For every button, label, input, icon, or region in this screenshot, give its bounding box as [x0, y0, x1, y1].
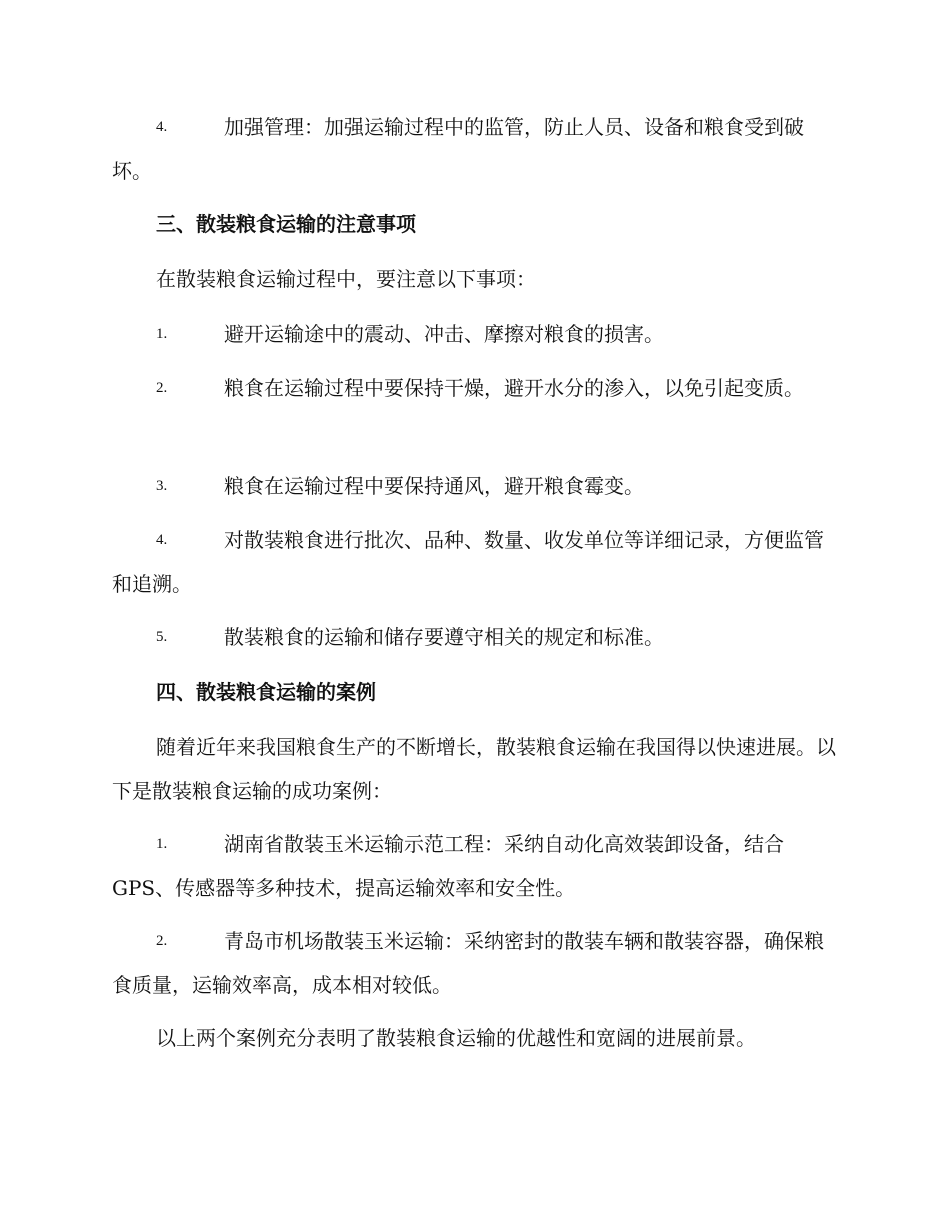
list-text: 青岛市机场散装玉米运输：采纳密封的散装车辆和散装容器，确保粮食质量，运输效率高，成本相对较低。 — [112, 929, 824, 997]
list-text: 加强管理：加强运输过程中的监管，防止人员、设备和粮食受到破坏。 — [112, 115, 804, 183]
section4-item-1 — [112, 822, 836, 910]
section3-item-2 — [112, 366, 836, 410]
section4-item-2 — [112, 919, 836, 1007]
list-text: 湖南省散装玉米运输示范工程：采纳自动化高效装卸设备，结合GPS、传感器等多种技术，提高运输效率和安全性。 — [112, 832, 784, 900]
list-text: 对散装粮食进行批次、品种、数量、收发单位等详细记录，方便监管和追溯。 — [112, 528, 824, 596]
list-text: 避开运输途中的震动、冲击、摩擦对粮食的损害。 — [224, 322, 664, 346]
list-number: 1. — [156, 326, 168, 342]
list-number: 4. — [156, 119, 168, 135]
list-text: 粮食在运输过程中要保持干燥，避开水分的渗入，以免引起变质。 — [224, 376, 804, 400]
section3-item-4 — [112, 518, 836, 606]
list-number: 2. — [156, 380, 168, 396]
section4-intro: 随着近年来我国粮食生产的不断增长，散装粮食运输在我国得以快速进展。以下是散装粮食运输的成功案例： — [112, 735, 836, 803]
list-number: 5. — [156, 629, 168, 645]
section3-item-3 — [112, 464, 836, 508]
section3-item-5 — [112, 615, 836, 659]
list-number: 4. — [156, 532, 168, 548]
section4-conclusion: 以上两个案例充分表明了散装粮食运输的优越性和宽阔的进展前景。 — [156, 1026, 756, 1050]
section3-intro: 在散装粮食运输过程中，要注意以下事项： — [156, 267, 536, 291]
section4-heading: 四、散装粮食运输的案例 — [156, 680, 376, 704]
section3-heading: 三、散装粮食运输的注意事项 — [156, 212, 416, 236]
list-text: 粮食在运输过程中要保持通风，避开粮食霉变。 — [224, 474, 644, 498]
list-number: 2. — [156, 933, 168, 949]
list-number: 1. — [156, 836, 168, 852]
list-number: 3. — [156, 478, 168, 494]
list-text: 散装粮食的运输和储存要遵守相关的规定和标准。 — [224, 625, 664, 649]
section3-item-1 — [112, 312, 836, 356]
list-item-prev-4 — [112, 105, 836, 193]
